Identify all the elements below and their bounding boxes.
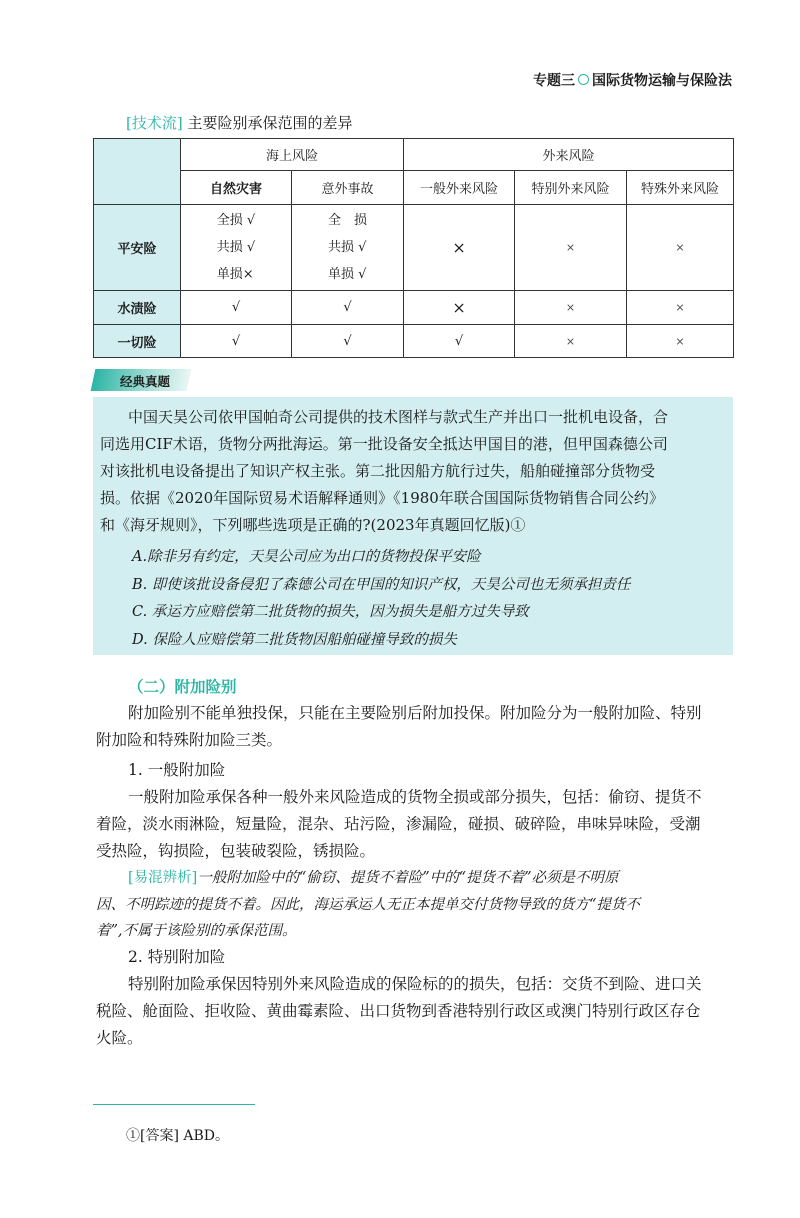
sub-header-natural: 自然灾害 xyxy=(181,171,292,205)
paragraph-line: 税险、舱面险、拒收险、黄曲霉素险、出口货物到香港特别行政区或澳门特别行政区存仓 xyxy=(96,1002,701,1020)
option-c: C. 承运方应赔偿第二批货物的损失，因为损失是船方过失导致 xyxy=(132,604,529,620)
paragraph-line: 火险。 xyxy=(96,1029,143,1047)
question-line: 同选用CIF术语，货物分两批海运。第一批设备安全抵达甲国目的港，但甲国森德公司 xyxy=(100,435,668,453)
question-line: 对该批机电设备提出了知识产权主张。第二批因船方航行过失，船舶碰撞部分货物受 xyxy=(100,462,656,480)
easy-confusion-line: 因、不明踪迹的提货不着。因此，海运承运人无正本提单交付货物导致的货方“提货不 xyxy=(96,897,640,913)
table-cell: × xyxy=(515,325,627,358)
table-cell: × xyxy=(515,291,627,325)
option-a: A.除非另有约定，天昊公司应为出口的货物投保平安险 xyxy=(132,549,481,565)
tech-flow-caption xyxy=(126,112,353,133)
easy-confusion-tag: [易混辨析] xyxy=(128,870,198,886)
table-row xyxy=(94,291,734,325)
sub-header-specific: 特殊外来风险 xyxy=(627,171,734,205)
table-cell: √ xyxy=(292,325,404,358)
cell-line: 单损× xyxy=(216,267,254,282)
table-cell: √ xyxy=(292,291,404,325)
header-prefix: 专题三 xyxy=(533,73,575,89)
table-cell: √ xyxy=(404,325,515,358)
circle-icon xyxy=(578,74,589,85)
table-cell: × xyxy=(627,325,734,358)
table-cell: √ xyxy=(181,291,292,325)
table-corner xyxy=(94,139,181,205)
row-header: 水渍险 xyxy=(94,291,181,325)
cell-line: 全损 √ xyxy=(216,213,256,228)
table-cell: × xyxy=(627,205,734,291)
table-cell: × xyxy=(404,291,515,325)
cell-line: 全 损 xyxy=(328,213,368,228)
classic-banner-label: 经典真题 xyxy=(120,374,171,389)
option-b: B. 即使该批设备侵犯了森德公司在甲国的知识产权，天昊公司也无须承担责任 xyxy=(132,577,631,593)
paragraph-line: 特别附加险承保因特别外来风险造成的保险标的的损失，包括：交货不到险、进口关 xyxy=(128,975,702,993)
table-row xyxy=(94,325,734,358)
paragraph-line: 一般附加险承保各种一般外来风险造成的货物全损或部分损失，包括：偷窃、提货不 xyxy=(128,788,702,806)
sub-header-general: 一般外来风险 xyxy=(404,171,515,205)
question-line: 中国天昊公司依甲国帕奇公司提供的技术图样与款式生产并出口一批机电设备，合 xyxy=(128,408,669,426)
running-header xyxy=(533,70,732,90)
row-header: 一切险 xyxy=(94,325,181,358)
footnote-divider xyxy=(93,1104,255,1105)
header-title: 国际货物运输与保险法 xyxy=(592,73,732,89)
table-cell: × xyxy=(627,291,734,325)
sub-header-accident: 意外事故 xyxy=(292,171,404,205)
question-line: 和《海牙规则》，下列哪些选项是正确的?(2023年真题回忆版)① xyxy=(100,516,526,534)
paragraph-line: 受热险，钩损险，包装破裂险，锈损险。 xyxy=(96,842,376,860)
row-header: 平安险 xyxy=(94,205,181,291)
group-header-marine: 海上风险 xyxy=(181,139,404,171)
group-header-external: 外来风险 xyxy=(404,139,734,171)
table-cell: × xyxy=(515,205,627,291)
question-line: 损。依据《2020年国际贸易术语解释通则》《1980年联合国国际货物销售合同公约》 xyxy=(100,489,664,507)
paragraph-line: 附加险和特殊附加险三类。 xyxy=(96,731,283,749)
easy-confusion-line xyxy=(128,866,618,887)
table-cell: √ xyxy=(181,325,292,358)
cell-line: 共损 √ xyxy=(216,240,256,255)
table-row xyxy=(94,205,734,291)
sub-header-special: 特别外来风险 xyxy=(515,171,627,205)
table-cell xyxy=(181,205,292,291)
option-d: D. 保险人应赔偿第二批货物因船舶碰撞导致的损失 xyxy=(132,632,457,648)
paragraph-line: 着险，淡水雨淋险，短量险，混杂、玷污险，渗漏险，碰损、破碎险，串味异味险，受潮 xyxy=(96,815,701,833)
footnote: ①[答案] ABD。 xyxy=(126,1128,229,1144)
subsection-title: 2. 特别附加险 xyxy=(128,948,226,966)
cell-line: 单损 √ xyxy=(328,267,367,282)
easy-confusion-text: 一般附加险中的“偷窃、提货不着险”中的“提货不着”必须是不明原 xyxy=(197,870,619,886)
table-cell xyxy=(292,205,404,291)
coverage-table xyxy=(93,138,734,358)
cell-line: 共损 √ xyxy=(328,240,367,255)
easy-confusion-line: 着”,不属于该险别的承保范围。 xyxy=(96,923,297,939)
section-title: （二）附加险别 xyxy=(128,678,237,696)
tech-flow-tag: [技术流] xyxy=(126,114,183,132)
paragraph-line: 附加险别不能单独投保，只能在主要险别后附加投保。附加险分为一般附加险、特别 xyxy=(128,704,702,722)
tech-flow-title: 主要险别承保范围的差异 xyxy=(187,114,353,132)
table-cell: × xyxy=(404,205,515,291)
subsection-title: 1. 一般附加险 xyxy=(128,761,226,779)
